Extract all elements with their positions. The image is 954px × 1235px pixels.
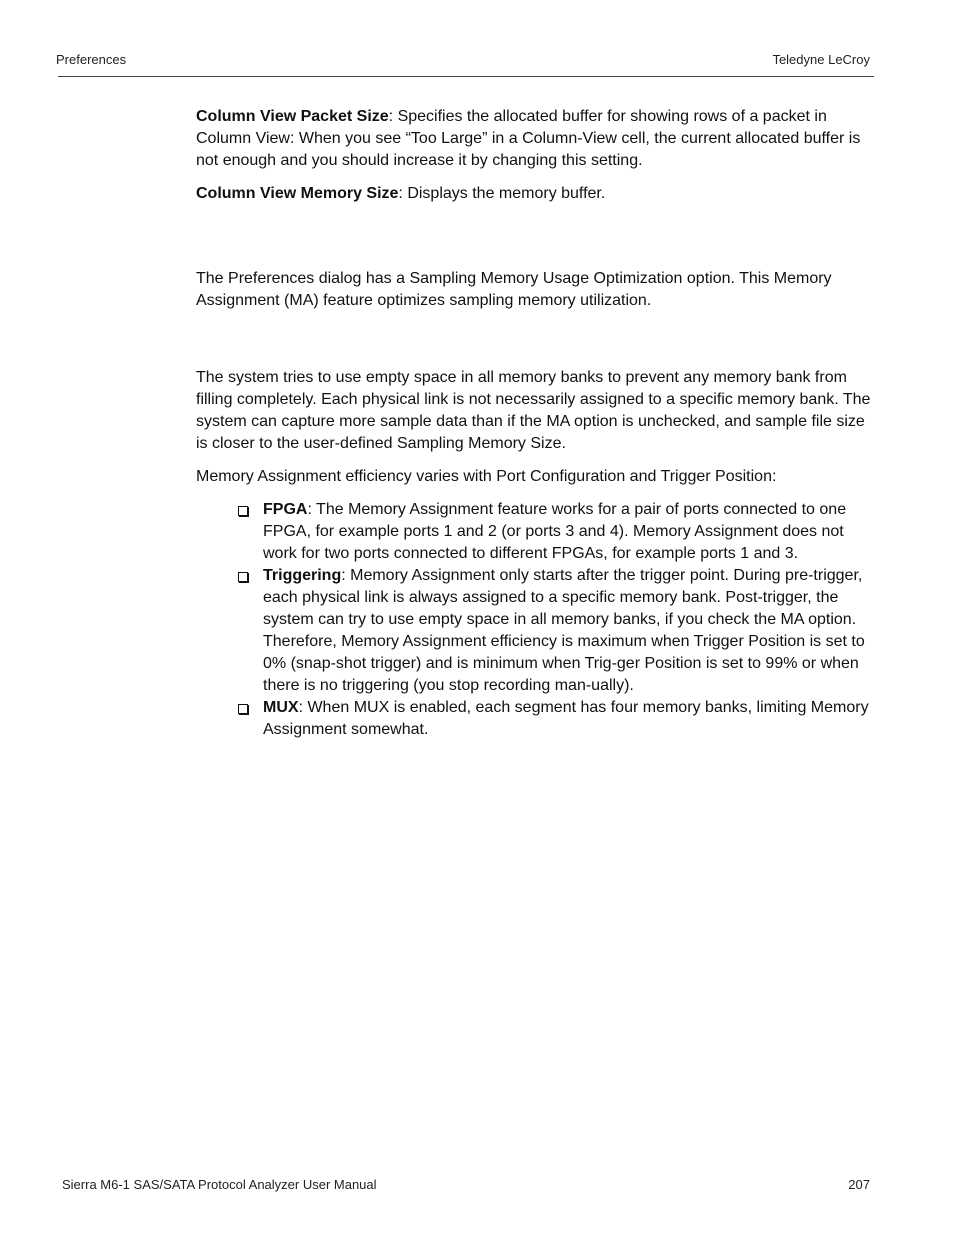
spacer [196,216,874,268]
header-divider [58,76,874,77]
paragraph-efficiency-intro: Memory Assignment efficiency varies with Port Configuration and Trigger Position: [196,468,777,485]
paragraph-column-view-memory-size [196,183,874,205]
checkbox-bullet-icon [238,506,248,516]
page-body [196,106,874,741]
term-column-view-packet-size: Column View Packet Size [196,108,389,125]
header-section-title: Preferences [56,52,127,67]
text-triggering: : Memory Assignment only starts after the trigger point. During pre-trigger, each physical link is always assigned to a specific memory bank. Post-trigger, the system can try to use empty space in all memory banks, if you check the MA option. Therefore, Memory Assignment efficiency is maximum when Trigger Position is set to 0% (snap-shot trigger) and is minimum when Trig-ger Position is set to 99% or when there is no triggering (you stop recording man-ually). [263,567,865,694]
list-item-triggering [263,565,874,697]
text-column-view-packet-size: : Specifies the allocated buffer for showing rows of a packet in Column View: When you see “Too Large” in a Column-View cell, the current allocated buffer is not enough and you should increase it by changing this setting. [196,108,861,169]
list-item-mux [263,697,874,741]
list-item-fpga [263,499,874,565]
spacer [196,323,874,367]
page-number: 207 [848,1177,870,1192]
footer-manual-title: Sierra M6-1 SAS/SATA Protocol Analyzer User Manual [62,1177,377,1192]
paragraph-memory-assignment-behavior: The system tries to use empty space in all memory banks to prevent any memory bank from filling completely. Each physical link is not necessarily assigned to a specific memory bank. The system can capture more sample data than if the MA option is unchecked, and sample file size is closer to the user-defined Sampling Memory Size. [196,369,871,452]
term-triggering: Triggering [263,567,342,584]
paragraph-column-view-packet-size [196,106,874,172]
checkbox-bullet-icon [238,572,248,582]
term-fpga: FPGA [263,501,308,518]
page-footer [62,1177,870,1195]
page-header [56,52,870,70]
header-company-name: Teledyne LeCroy [772,52,870,67]
paragraph-memory-assignment-intro: The Preferences dialog has a Sampling Memory Usage Optimization option. This Memory Assignment (MA) feature optimizes sampling memory utilization. [196,270,832,309]
text-fpga: : The Memory Assignment feature works for a pair of ports connected to one FPGA, for example ports 1 and 2 (or ports 3 and 4). Memory Assignment does not work for two ports connected to different FPGAs, for example ports 1 and 3. [263,501,847,562]
term-column-view-memory-size: Column View Memory Size [196,185,399,202]
checkbox-bullet-icon [238,704,248,714]
term-mux: MUX [263,699,299,716]
efficiency-factor-list [196,499,874,741]
text-column-view-memory-size: : Displays the memory buffer. [398,185,606,202]
text-mux: : When MUX is enabled, each segment has four memory banks, limiting Memory Assignment somewhat. [263,699,869,738]
